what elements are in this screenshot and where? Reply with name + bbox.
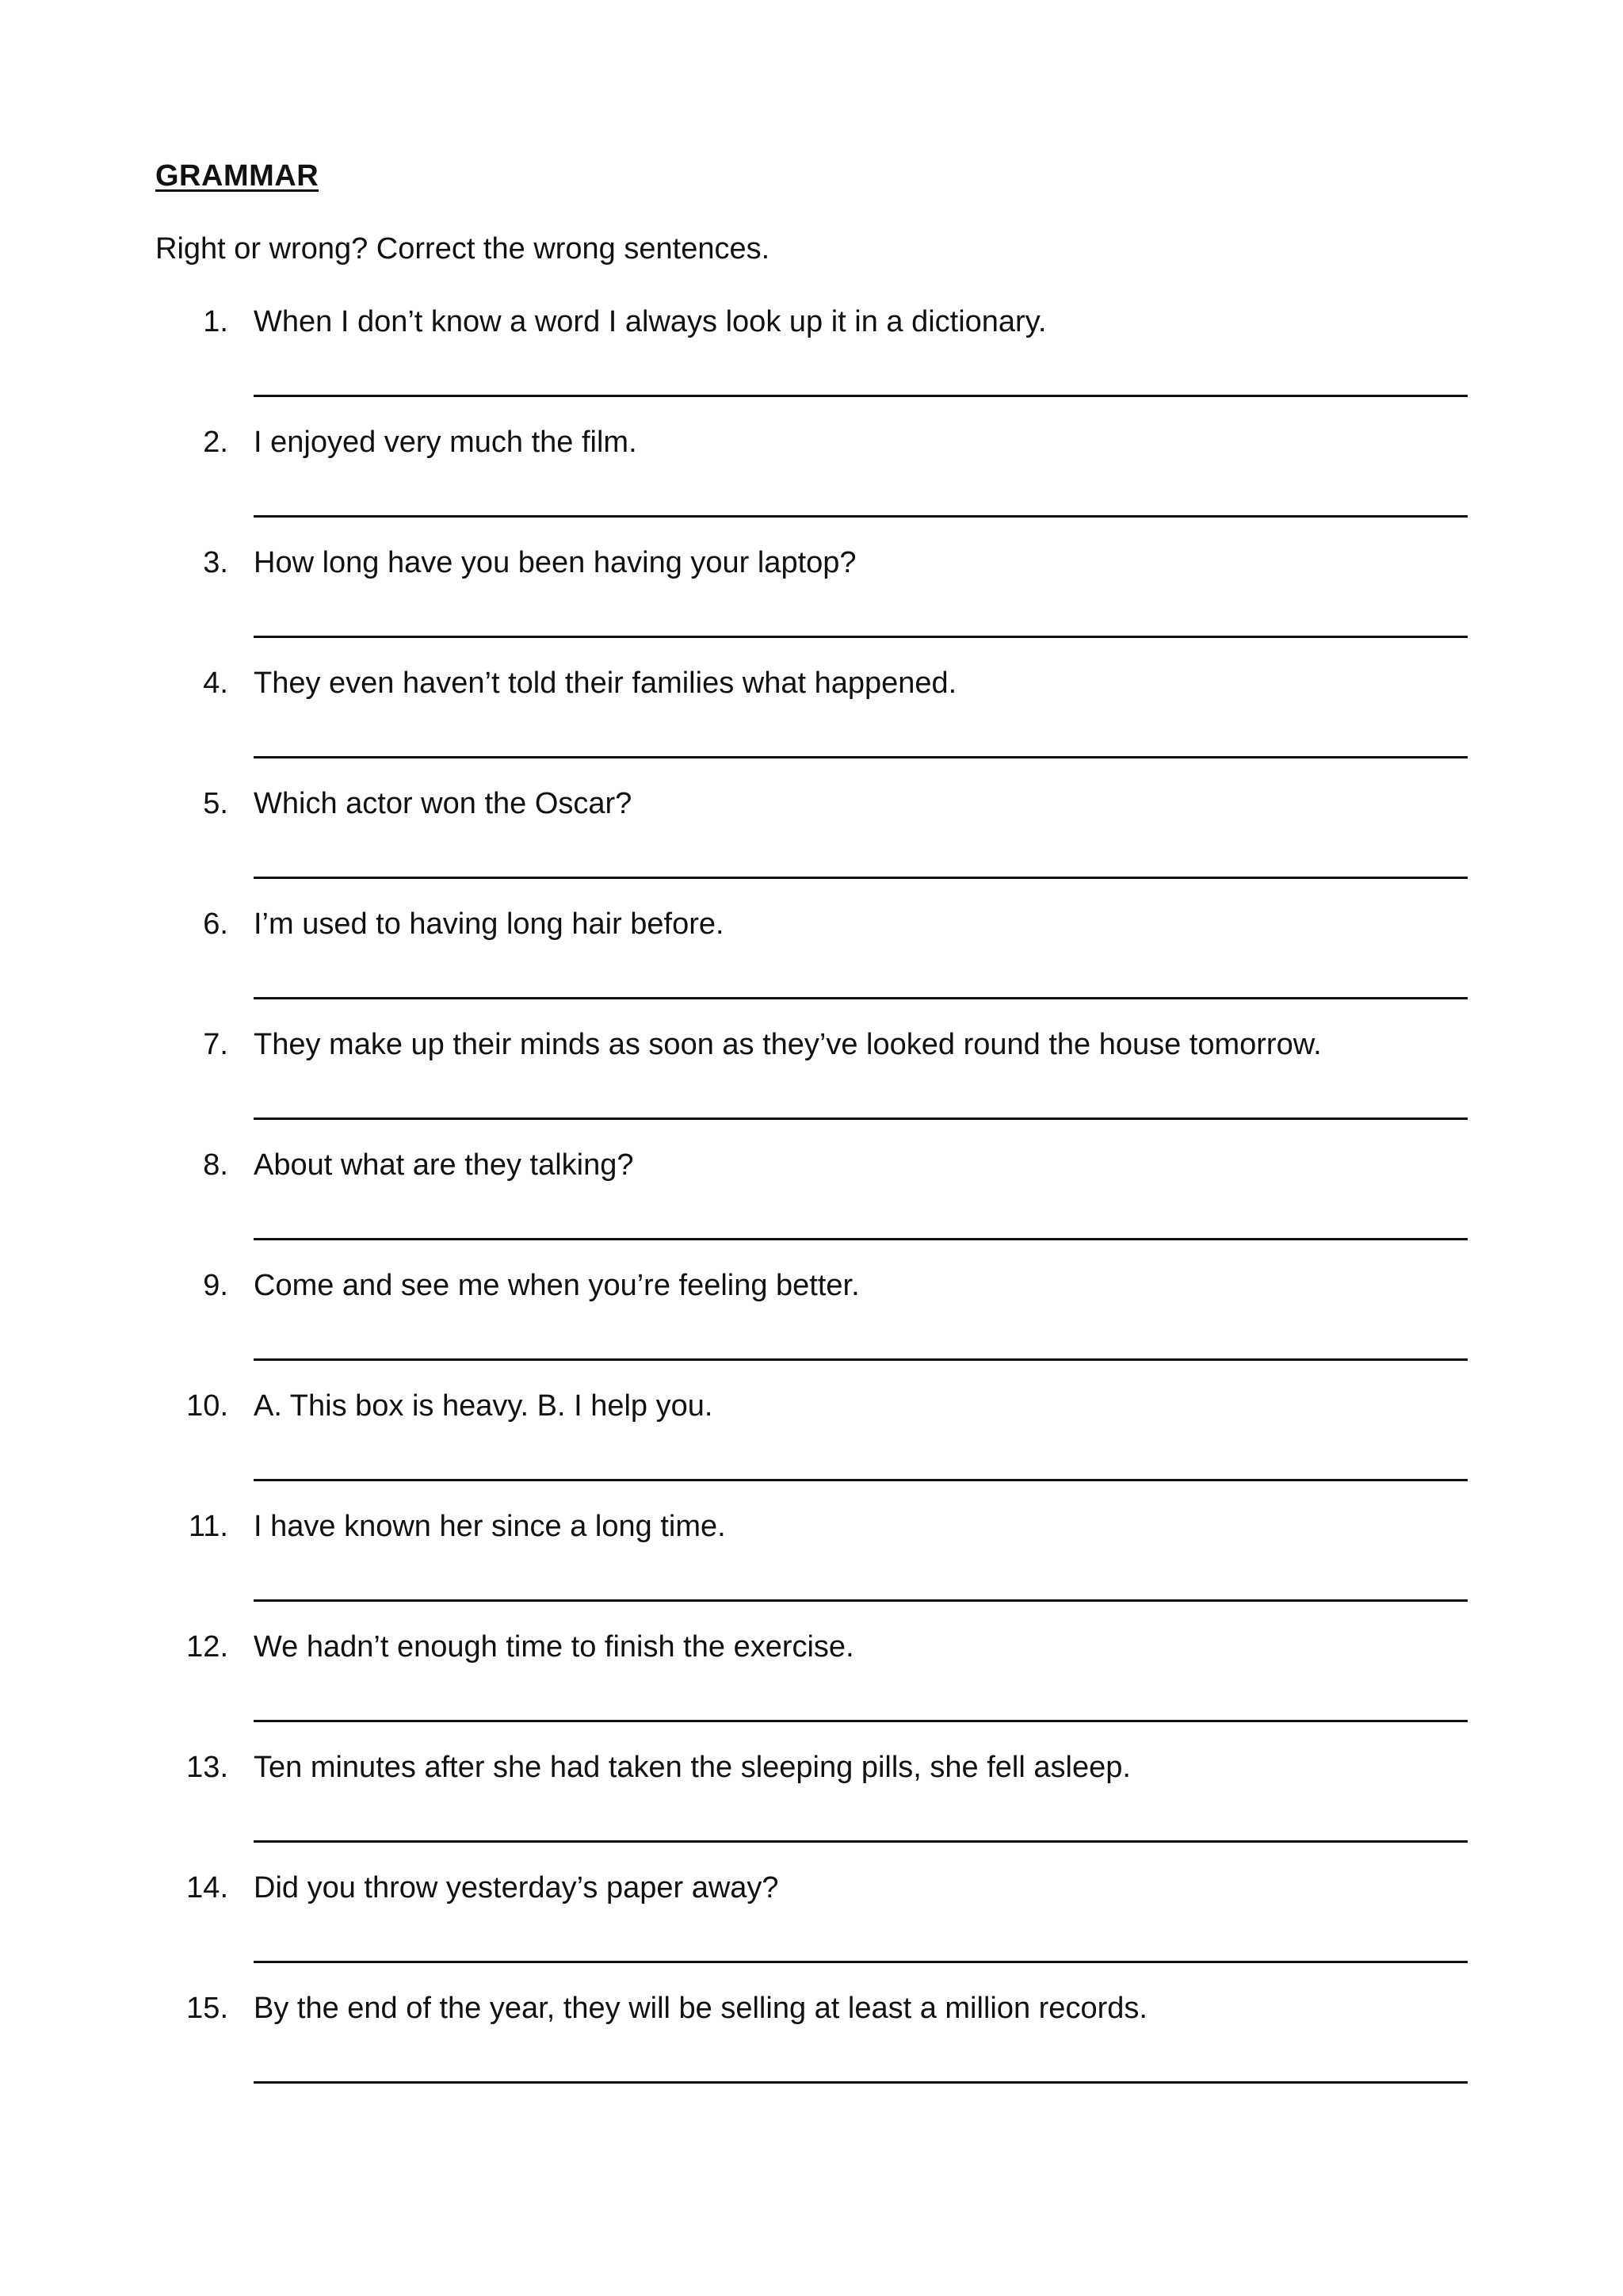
question-text: A. This box is heavy. B. I help you. — [254, 1389, 713, 1423]
question-item — [0, 422, 1623, 542]
question-number: 3. — [203, 546, 228, 579]
answer-line[interactable] — [254, 1599, 1468, 1602]
question-number: 4. — [203, 667, 228, 700]
question-text: I enjoyed very much the film. — [254, 426, 637, 459]
question-number: 2. — [203, 426, 228, 459]
question-number: 14. — [186, 1871, 228, 1904]
question-item — [0, 1747, 1623, 1867]
question-text: They even haven’t told their families what happened. — [254, 667, 957, 700]
answer-line[interactable] — [254, 1961, 1468, 1963]
question-number: 9. — [203, 1269, 228, 1302]
question-number: 13. — [186, 1751, 228, 1784]
question-text: Did you throw yesterday’s paper away? — [254, 1871, 779, 1904]
question-text: I have known her since a long time. — [254, 1510, 726, 1543]
answer-line[interactable] — [254, 1117, 1468, 1120]
question-text: When I don’t know a word I always look up it in a dictionary. — [254, 305, 1047, 338]
question-text: Come and see me when you’re feeling better. — [254, 1269, 860, 1302]
section-heading: GRAMMAR — [155, 159, 319, 193]
instruction-text: Right or wrong? Correct the wrong sentences. — [155, 232, 770, 266]
answer-line[interactable] — [254, 1238, 1468, 1240]
question-list — [0, 301, 1623, 2108]
answer-line[interactable] — [254, 997, 1468, 999]
question-text: I’m used to having long hair before. — [254, 907, 724, 941]
question-number: 1. — [203, 305, 228, 338]
answer-line[interactable] — [254, 636, 1468, 638]
answer-line[interactable] — [254, 756, 1468, 758]
answer-line[interactable] — [254, 1840, 1468, 1843]
question-item — [0, 783, 1623, 904]
question-text: By the end of the year, they will be selling at least a million records. — [254, 1992, 1148, 2025]
question-item — [0, 1265, 1623, 1385]
question-number: 10. — [186, 1389, 228, 1423]
question-text: How long have you been having your laptop? — [254, 546, 857, 579]
answer-line[interactable] — [254, 1479, 1468, 1481]
question-text: We hadn’t enough time to finish the exercise. — [254, 1630, 854, 1664]
answer-line[interactable] — [254, 1358, 1468, 1361]
question-item — [0, 904, 1623, 1024]
question-text: Which actor won the Oscar? — [254, 787, 632, 820]
question-number: 5. — [203, 787, 228, 820]
question-text: Ten minutes after she had taken the sleeping pills, she fell asleep. — [254, 1751, 1131, 1784]
question-item — [0, 1988, 1623, 2108]
question-number: 15. — [186, 1992, 228, 2025]
question-item — [0, 1024, 1623, 1144]
question-item — [0, 1626, 1623, 1747]
answer-line[interactable] — [254, 395, 1468, 397]
question-text: They make up their minds as soon as they’ve looked round the house tomorrow. — [254, 1028, 1322, 1061]
answer-line[interactable] — [254, 877, 1468, 879]
question-number: 11. — [188, 1510, 228, 1543]
question-text: About what are they talking? — [254, 1148, 634, 1182]
answer-line[interactable] — [254, 515, 1468, 518]
question-number: 12. — [186, 1630, 228, 1664]
question-item — [0, 1385, 1623, 1506]
question-number: 6. — [203, 907, 228, 941]
question-item — [0, 301, 1623, 422]
question-item — [0, 1867, 1623, 1988]
question-item — [0, 542, 1623, 663]
question-number: 8. — [203, 1148, 228, 1182]
question-item — [0, 663, 1623, 783]
question-item — [0, 1506, 1623, 1626]
answer-line[interactable] — [254, 1720, 1468, 1722]
answer-line[interactable] — [254, 2081, 1468, 2084]
question-number: 7. — [203, 1028, 228, 1061]
question-item — [0, 1144, 1623, 1265]
